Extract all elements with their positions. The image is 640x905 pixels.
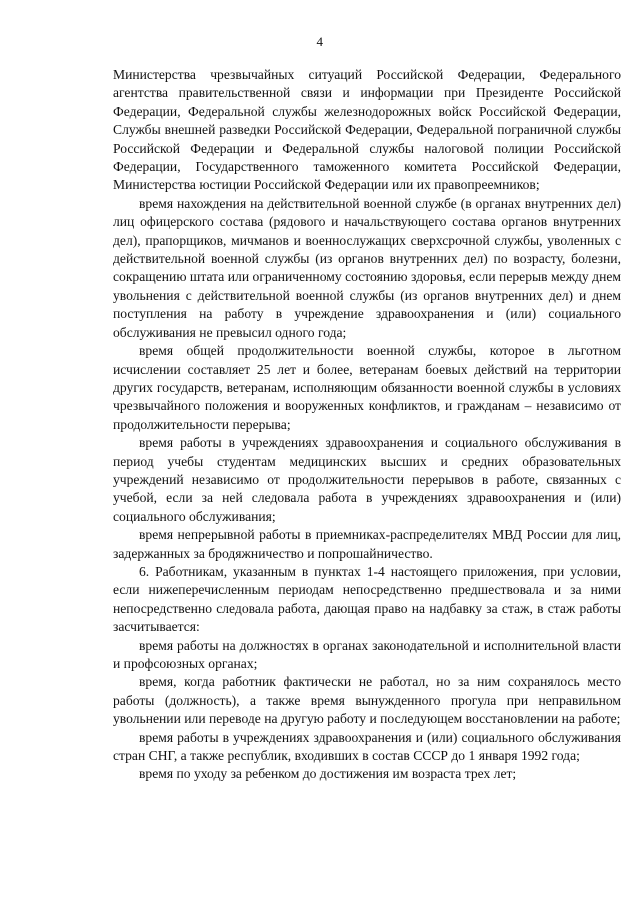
paragraph-mvd-reception-centers: время непрерывной работы в приемниках-распределителях МВД России для лиц, задержанных за бродяжничество и попрошайничество. bbox=[113, 527, 621, 561]
paragraph-item-6-intro: 6. Работникам, указанным в пунктах 1-4 настоящего приложения, при условии, если нижеперечисленным периодам непосредственно предшествовала и за ними непосредственно следовала работа, дающая право на надбавку за стаж, в стаж работы засчитывается: bbox=[113, 563, 621, 635]
paragraph-cis-work: время работы в учреждениях здравоохранения и (или) социального обслуживания стран СНГ, а также республик, входивших в состав СССР до 1 января 1992 года; bbox=[113, 729, 621, 764]
paragraph-student-work: время работы в учреждениях здравоохранения и социального обслуживания в период учебы студентам медицинских высших и средних образовательных учреждений независимо от продолжительности перерывов в работе, связанных с учебой, если за ней следовала работа в учреждениях здравоохранения и (или) социального обслуживания; bbox=[113, 435, 621, 524]
paragraph-agencies-list: Министерства чрезвычайных ситуаций Российской Федерации, Федерального агентства правительственной связи и информации при Президенте Российской Федерации, Федеральной службы железнодорожных войск Российской Федерации, Службы внешней разведки Российской Федерации, Федеральной пограничной службы Российской Федерации и Федеральной службы налоговой полиции Российской Федерации, Государственного таможенного комитета Российской Федерации, Министерства юстиции Российской Федерации или их правопреемников; bbox=[113, 67, 621, 193]
paragraph-government-positions: время работы на должностях в органах законодательной и исполнительной власти и профсоюзных органах; bbox=[113, 637, 621, 671]
paragraph-forced-absence: время, когда работник фактически не работал, но за ним сохранялось место работы (должность), а также время вынужденного прогула при неправильном увольнении или переводе на другую работу и последующем восстановлении на работе; bbox=[113, 674, 621, 727]
page-number: 4 bbox=[316, 34, 324, 49]
paragraph-childcare-leave: время по уходу за ребенком до достижения им возраста трех лет; bbox=[139, 766, 517, 782]
paragraph-military-service: время нахождения на действительной военной службе (в органах внутренних дел) лиц офицерского состава (рядового и начальствующего состава органов внутренних дел), прапорщиков, мичманов и военнослужащих сверхсрочной службы, уволенных с действительной военной службы (из органов внутренних дел) по возрасту, болезни, сокращению штата или ограниченному состоянию здоровья, если перерыв между днем увольнения с действительной военной службы (из органов внутренних дел) и днем поступления на работу в учреждение здравоохранения и (или) социального обслуживания не превысил одного года; bbox=[113, 195, 621, 340]
paragraph-combat-veterans: время общей продолжительности военной службы, которое в льготном исчислении составляет 25 лет и более, ветеранам боевых действий на территории других государств, ветеранам, исполняющим обязанности военной службы в условиях чрезвычайного положения и вооруженных конфликтов, и гражданам – независимо от продолжительности перерыва; bbox=[113, 343, 621, 432]
document-body bbox=[113, 66, 621, 784]
